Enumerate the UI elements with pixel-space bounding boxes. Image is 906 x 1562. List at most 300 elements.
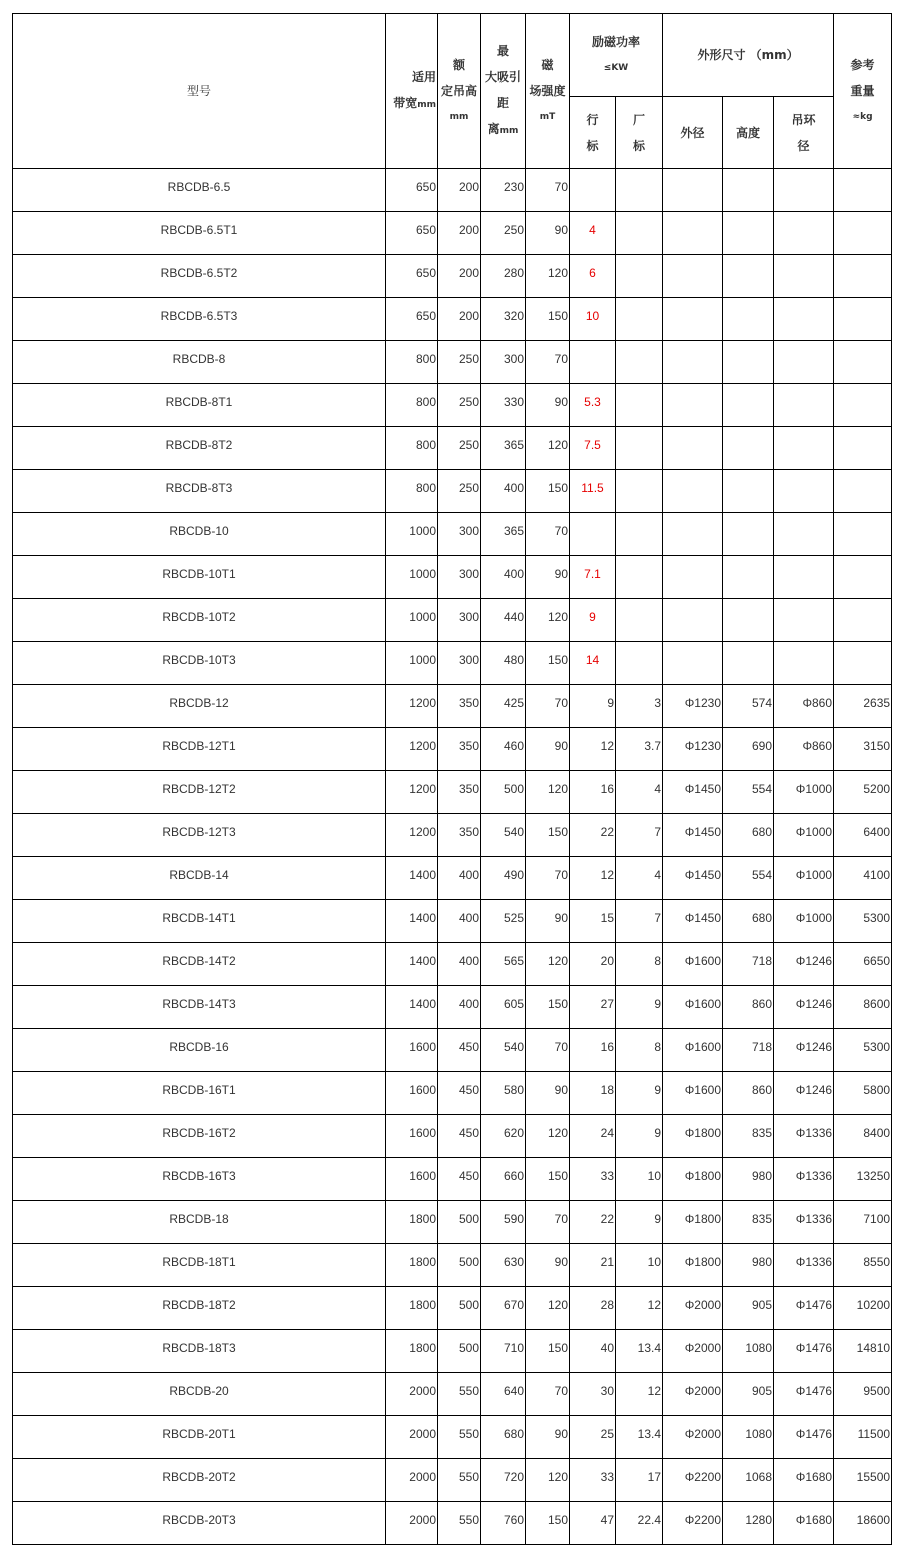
- cell-max-distance: 670: [481, 1287, 526, 1330]
- cell-outer-diameter: [663, 642, 723, 685]
- cell-max-distance: 400: [481, 556, 526, 599]
- cell-belt-width: 2000: [386, 1459, 438, 1502]
- cell-outer-diameter: Φ1600: [663, 943, 723, 986]
- cell-belt-width: 650: [386, 298, 438, 341]
- cell-height: 905: [723, 1373, 774, 1416]
- table-row: [13, 1201, 892, 1244]
- cell-ring-diameter: [774, 513, 834, 556]
- cell-field-strength: 150: [526, 1330, 570, 1373]
- cell-power-industry: 10: [570, 298, 616, 341]
- cell-field-strength: 90: [526, 1244, 570, 1287]
- cell-ring-diameter: Φ1246: [774, 943, 834, 986]
- cell-model: RBCDB-6.5T3: [13, 298, 386, 341]
- cell-weight: [834, 599, 892, 642]
- cell-ring-diameter: Φ1000: [774, 814, 834, 857]
- cell-outer-diameter: Φ1800: [663, 1201, 723, 1244]
- cell-belt-width: 1400: [386, 986, 438, 1029]
- cell-ring-diameter: Φ860: [774, 685, 834, 728]
- cell-belt-width: 1800: [386, 1330, 438, 1373]
- cell-height: [723, 556, 774, 599]
- cell-model: RBCDB-16T2: [13, 1115, 386, 1158]
- cell-ring-diameter: Φ1246: [774, 986, 834, 1029]
- cell-rated-height: 250: [438, 470, 481, 513]
- cell-belt-width: 1600: [386, 1115, 438, 1158]
- cell-belt-width: 1200: [386, 728, 438, 771]
- cell-height: 980: [723, 1158, 774, 1201]
- cell-weight: [834, 169, 892, 212]
- table-row: [13, 943, 892, 986]
- cell-outer-diameter: Φ2000: [663, 1330, 723, 1373]
- cell-power-industry: [570, 169, 616, 212]
- cell-field-strength: 150: [526, 814, 570, 857]
- cell-rated-height: 400: [438, 900, 481, 943]
- cell-max-distance: 580: [481, 1072, 526, 1115]
- cell-power-factory: [616, 384, 663, 427]
- cell-field-strength: 120: [526, 771, 570, 814]
- table-row: [13, 1416, 892, 1459]
- header-weight: 参考 重量 ≈kg: [834, 14, 892, 169]
- cell-ring-diameter: Φ1336: [774, 1115, 834, 1158]
- cell-rated-height: 400: [438, 857, 481, 900]
- cell-outer-diameter: Φ1800: [663, 1115, 723, 1158]
- cell-power-industry: 5.3: [570, 384, 616, 427]
- cell-height: 690: [723, 728, 774, 771]
- cell-power-industry: 7.5: [570, 427, 616, 470]
- table-row: [13, 685, 892, 728]
- cell-belt-width: 1800: [386, 1287, 438, 1330]
- cell-field-strength: 70: [526, 169, 570, 212]
- cell-weight: 18600: [834, 1502, 892, 1545]
- table-row: [13, 1158, 892, 1201]
- cell-power-factory: 8: [616, 943, 663, 986]
- cell-weight: [834, 470, 892, 513]
- table-row: [13, 1244, 892, 1287]
- cell-ring-diameter: [774, 298, 834, 341]
- cell-model: RBCDB-18T3: [13, 1330, 386, 1373]
- cell-weight: 9500: [834, 1373, 892, 1416]
- cell-field-strength: 120: [526, 1287, 570, 1330]
- cell-power-industry: 12: [570, 857, 616, 900]
- cell-model: RBCDB-8T3: [13, 470, 386, 513]
- cell-max-distance: 620: [481, 1115, 526, 1158]
- cell-power-factory: 4: [616, 857, 663, 900]
- cell-belt-width: 1600: [386, 1029, 438, 1072]
- cell-power-industry: 14: [570, 642, 616, 685]
- cell-weight: 8550: [834, 1244, 892, 1287]
- cell-ring-diameter: [774, 470, 834, 513]
- cell-max-distance: 280: [481, 255, 526, 298]
- cell-rated-height: 550: [438, 1416, 481, 1459]
- table-row: [13, 599, 892, 642]
- cell-height: [723, 341, 774, 384]
- cell-max-distance: 425: [481, 685, 526, 728]
- cell-field-strength: 150: [526, 1502, 570, 1545]
- cell-power-industry: 47: [570, 1502, 616, 1545]
- cell-max-distance: 525: [481, 900, 526, 943]
- cell-field-strength: 70: [526, 685, 570, 728]
- table-row: [13, 986, 892, 1029]
- table-row: [13, 1330, 892, 1373]
- cell-rated-height: 350: [438, 728, 481, 771]
- cell-field-strength: 70: [526, 857, 570, 900]
- cell-field-strength: 70: [526, 513, 570, 556]
- cell-power-industry: 9: [570, 599, 616, 642]
- cell-weight: 15500: [834, 1459, 892, 1502]
- table-row: [13, 1115, 892, 1158]
- table-row: [13, 728, 892, 771]
- cell-weight: 6400: [834, 814, 892, 857]
- table-row: [13, 255, 892, 298]
- table-row: [13, 384, 892, 427]
- cell-belt-width: 1600: [386, 1158, 438, 1201]
- cell-weight: 5300: [834, 1029, 892, 1072]
- cell-weight: 8600: [834, 986, 892, 1029]
- cell-ring-diameter: [774, 599, 834, 642]
- cell-power-factory: 8: [616, 1029, 663, 1072]
- cell-power-factory: 22.4: [616, 1502, 663, 1545]
- table-body: [13, 169, 892, 1545]
- cell-weight: 11500: [834, 1416, 892, 1459]
- cell-weight: [834, 298, 892, 341]
- cell-model: RBCDB-12T1: [13, 728, 386, 771]
- cell-height: [723, 384, 774, 427]
- header-power: 励磁功率 ≤KW: [570, 14, 663, 97]
- table-row: [13, 513, 892, 556]
- cell-outer-diameter: Φ2000: [663, 1287, 723, 1330]
- cell-rated-height: 450: [438, 1115, 481, 1158]
- cell-outer-diameter: Φ1450: [663, 857, 723, 900]
- cell-max-distance: 760: [481, 1502, 526, 1545]
- cell-outer-diameter: [663, 556, 723, 599]
- cell-model: RBCDB-20T3: [13, 1502, 386, 1545]
- cell-rated-height: 300: [438, 556, 481, 599]
- cell-max-distance: 680: [481, 1416, 526, 1459]
- cell-height: 718: [723, 1029, 774, 1072]
- header-belt-width: 适用 带宽mm: [386, 14, 438, 169]
- cell-field-strength: 90: [526, 1416, 570, 1459]
- cell-model: RBCDB-12T2: [13, 771, 386, 814]
- cell-belt-width: 1200: [386, 771, 438, 814]
- table-row: [13, 900, 892, 943]
- header-ring-diameter: 吊环 径: [774, 97, 834, 169]
- cell-belt-width: 1000: [386, 513, 438, 556]
- cell-weight: [834, 642, 892, 685]
- cell-belt-width: 2000: [386, 1502, 438, 1545]
- cell-power-industry: 18: [570, 1072, 616, 1115]
- cell-rated-height: 450: [438, 1029, 481, 1072]
- cell-max-distance: 320: [481, 298, 526, 341]
- cell-outer-diameter: [663, 427, 723, 470]
- cell-height: [723, 642, 774, 685]
- cell-power-factory: 9: [616, 986, 663, 1029]
- cell-power-industry: 21: [570, 1244, 616, 1287]
- cell-power-factory: [616, 599, 663, 642]
- cell-field-strength: 90: [526, 384, 570, 427]
- cell-max-distance: 710: [481, 1330, 526, 1373]
- cell-belt-width: 650: [386, 169, 438, 212]
- cell-rated-height: 300: [438, 513, 481, 556]
- cell-outer-diameter: Φ1230: [663, 685, 723, 728]
- cell-field-strength: 120: [526, 943, 570, 986]
- cell-height: 1068: [723, 1459, 774, 1502]
- cell-belt-width: 800: [386, 384, 438, 427]
- cell-rated-height: 550: [438, 1373, 481, 1416]
- cell-power-industry: 33: [570, 1459, 616, 1502]
- cell-ring-diameter: [774, 341, 834, 384]
- cell-max-distance: 720: [481, 1459, 526, 1502]
- cell-field-strength: 150: [526, 642, 570, 685]
- cell-power-factory: 12: [616, 1373, 663, 1416]
- cell-ring-diameter: [774, 427, 834, 470]
- cell-field-strength: 90: [526, 212, 570, 255]
- cell-power-industry: 16: [570, 771, 616, 814]
- cell-max-distance: 440: [481, 599, 526, 642]
- cell-ring-diameter: [774, 169, 834, 212]
- cell-power-industry: [570, 341, 616, 384]
- cell-outer-diameter: [663, 513, 723, 556]
- cell-power-industry: 12: [570, 728, 616, 771]
- cell-model: RBCDB-14T2: [13, 943, 386, 986]
- cell-power-industry: 22: [570, 1201, 616, 1244]
- cell-rated-height: 300: [438, 599, 481, 642]
- cell-field-strength: 90: [526, 556, 570, 599]
- cell-height: 980: [723, 1244, 774, 1287]
- cell-field-strength: 150: [526, 470, 570, 513]
- cell-height: 1080: [723, 1330, 774, 1373]
- cell-weight: 5200: [834, 771, 892, 814]
- cell-outer-diameter: [663, 384, 723, 427]
- cell-belt-width: 1400: [386, 857, 438, 900]
- cell-rated-height: 500: [438, 1244, 481, 1287]
- cell-power-industry: 40: [570, 1330, 616, 1373]
- cell-model: RBCDB-12T3: [13, 814, 386, 857]
- cell-outer-diameter: Φ1600: [663, 986, 723, 1029]
- cell-outer-diameter: Φ1450: [663, 814, 723, 857]
- cell-belt-width: 2000: [386, 1416, 438, 1459]
- cell-field-strength: 120: [526, 427, 570, 470]
- cell-max-distance: 460: [481, 728, 526, 771]
- cell-ring-diameter: Φ1246: [774, 1072, 834, 1115]
- cell-outer-diameter: Φ2200: [663, 1502, 723, 1545]
- header-power-industry: 行 标: [570, 97, 616, 169]
- cell-ring-diameter: Φ1476: [774, 1330, 834, 1373]
- cell-height: 554: [723, 857, 774, 900]
- cell-rated-height: 200: [438, 212, 481, 255]
- cell-outer-diameter: [663, 212, 723, 255]
- cell-height: [723, 427, 774, 470]
- cell-power-industry: [570, 513, 616, 556]
- cell-rated-height: 200: [438, 298, 481, 341]
- cell-rated-height: 350: [438, 685, 481, 728]
- cell-power-factory: 13.4: [616, 1330, 663, 1373]
- cell-power-industry: 30: [570, 1373, 616, 1416]
- table-row: [13, 298, 892, 341]
- cell-belt-width: 1600: [386, 1072, 438, 1115]
- cell-max-distance: 500: [481, 771, 526, 814]
- cell-power-industry: 28: [570, 1287, 616, 1330]
- cell-outer-diameter: Φ1450: [663, 900, 723, 943]
- cell-max-distance: 540: [481, 814, 526, 857]
- cell-outer-diameter: Φ2200: [663, 1459, 723, 1502]
- table-row: [13, 169, 892, 212]
- cell-field-strength: 90: [526, 728, 570, 771]
- cell-weight: 3150: [834, 728, 892, 771]
- cell-max-distance: 300: [481, 341, 526, 384]
- cell-outer-diameter: [663, 298, 723, 341]
- header-rated-height: 额 定吊高 mm: [438, 14, 481, 169]
- cell-power-factory: [616, 556, 663, 599]
- cell-rated-height: 500: [438, 1330, 481, 1373]
- cell-max-distance: 230: [481, 169, 526, 212]
- cell-height: 860: [723, 1072, 774, 1115]
- cell-model: RBCDB-18: [13, 1201, 386, 1244]
- cell-field-strength: 70: [526, 1373, 570, 1416]
- cell-field-strength: 70: [526, 1029, 570, 1072]
- cell-rated-height: 200: [438, 255, 481, 298]
- cell-belt-width: 1000: [386, 642, 438, 685]
- cell-height: 554: [723, 771, 774, 814]
- cell-outer-diameter: [663, 255, 723, 298]
- cell-rated-height: 350: [438, 771, 481, 814]
- cell-max-distance: 640: [481, 1373, 526, 1416]
- cell-weight: 7100: [834, 1201, 892, 1244]
- cell-weight: 5300: [834, 900, 892, 943]
- table-row: [13, 1287, 892, 1330]
- cell-height: 1080: [723, 1416, 774, 1459]
- cell-rated-height: 550: [438, 1502, 481, 1545]
- cell-power-industry: 16: [570, 1029, 616, 1072]
- cell-height: [723, 212, 774, 255]
- cell-rated-height: 250: [438, 427, 481, 470]
- cell-max-distance: 365: [481, 513, 526, 556]
- cell-ring-diameter: Φ1000: [774, 900, 834, 943]
- cell-max-distance: 490: [481, 857, 526, 900]
- cell-max-distance: 480: [481, 642, 526, 685]
- cell-power-industry: 24: [570, 1115, 616, 1158]
- cell-rated-height: 200: [438, 169, 481, 212]
- cell-field-strength: 70: [526, 1201, 570, 1244]
- cell-model: RBCDB-16T1: [13, 1072, 386, 1115]
- cell-ring-diameter: Φ1000: [774, 857, 834, 900]
- cell-model: RBCDB-16T3: [13, 1158, 386, 1201]
- cell-field-strength: 150: [526, 298, 570, 341]
- cell-model: RBCDB-10T1: [13, 556, 386, 599]
- cell-power-industry: 22: [570, 814, 616, 857]
- header-dimensions: 外形尺寸 （mm）: [663, 14, 834, 97]
- table-row: [13, 814, 892, 857]
- cell-field-strength: 120: [526, 1459, 570, 1502]
- cell-model: RBCDB-16: [13, 1029, 386, 1072]
- cell-belt-width: 800: [386, 470, 438, 513]
- cell-power-industry: 11.5: [570, 470, 616, 513]
- table-header: [13, 14, 892, 169]
- cell-field-strength: 70: [526, 341, 570, 384]
- cell-power-industry: 4: [570, 212, 616, 255]
- cell-belt-width: 1800: [386, 1201, 438, 1244]
- cell-ring-diameter: [774, 642, 834, 685]
- cell-rated-height: 250: [438, 341, 481, 384]
- cell-height: 905: [723, 1287, 774, 1330]
- spec-table: [12, 13, 892, 1545]
- cell-outer-diameter: Φ2000: [663, 1373, 723, 1416]
- cell-outer-diameter: Φ1230: [663, 728, 723, 771]
- cell-model: RBCDB-20T2: [13, 1459, 386, 1502]
- cell-power-factory: 3.7: [616, 728, 663, 771]
- cell-model: RBCDB-18T1: [13, 1244, 386, 1287]
- cell-power-factory: 7: [616, 814, 663, 857]
- table-row: [13, 1459, 892, 1502]
- cell-rated-height: 500: [438, 1201, 481, 1244]
- cell-weight: 5800: [834, 1072, 892, 1115]
- cell-height: [723, 169, 774, 212]
- cell-height: 860: [723, 986, 774, 1029]
- header-model: 型号: [13, 14, 386, 169]
- cell-model: RBCDB-20: [13, 1373, 386, 1416]
- cell-power-factory: [616, 255, 663, 298]
- table-row: [13, 771, 892, 814]
- cell-outer-diameter: Φ1800: [663, 1158, 723, 1201]
- cell-field-strength: 120: [526, 1115, 570, 1158]
- cell-ring-diameter: Φ1000: [774, 771, 834, 814]
- cell-weight: 14810: [834, 1330, 892, 1373]
- header-height: 高度: [723, 97, 774, 169]
- cell-height: [723, 470, 774, 513]
- cell-power-factory: 9: [616, 1115, 663, 1158]
- cell-max-distance: 365: [481, 427, 526, 470]
- cell-power-industry: 6: [570, 255, 616, 298]
- cell-outer-diameter: Φ1600: [663, 1029, 723, 1072]
- cell-power-factory: [616, 513, 663, 556]
- table-row: [13, 1029, 892, 1072]
- cell-model: RBCDB-14T1: [13, 900, 386, 943]
- table-row: [13, 857, 892, 900]
- cell-power-industry: 7.1: [570, 556, 616, 599]
- cell-max-distance: 660: [481, 1158, 526, 1201]
- cell-model: RBCDB-6.5T1: [13, 212, 386, 255]
- table-row: [13, 556, 892, 599]
- cell-outer-diameter: Φ2000: [663, 1416, 723, 1459]
- cell-weight: 6650: [834, 943, 892, 986]
- cell-power-industry: 15: [570, 900, 616, 943]
- cell-belt-width: 650: [386, 255, 438, 298]
- cell-ring-diameter: Φ1680: [774, 1459, 834, 1502]
- cell-power-factory: 12: [616, 1287, 663, 1330]
- cell-power-factory: 9: [616, 1201, 663, 1244]
- cell-power-factory: 4: [616, 771, 663, 814]
- cell-weight: 2635: [834, 685, 892, 728]
- cell-model: RBCDB-8T1: [13, 384, 386, 427]
- cell-weight: 4100: [834, 857, 892, 900]
- cell-height: [723, 513, 774, 556]
- cell-belt-width: 2000: [386, 1373, 438, 1416]
- cell-weight: 13250: [834, 1158, 892, 1201]
- cell-ring-diameter: Φ1680: [774, 1502, 834, 1545]
- cell-power-industry: 27: [570, 986, 616, 1029]
- cell-rated-height: 550: [438, 1459, 481, 1502]
- cell-weight: [834, 427, 892, 470]
- cell-power-factory: 13.4: [616, 1416, 663, 1459]
- cell-max-distance: 330: [481, 384, 526, 427]
- cell-model: RBCDB-14: [13, 857, 386, 900]
- cell-ring-diameter: [774, 556, 834, 599]
- header-power-factory: 厂 标: [616, 97, 663, 169]
- cell-ring-diameter: Φ1336: [774, 1158, 834, 1201]
- cell-ring-diameter: [774, 255, 834, 298]
- cell-height: [723, 298, 774, 341]
- cell-power-factory: 10: [616, 1244, 663, 1287]
- cell-field-strength: 90: [526, 1072, 570, 1115]
- cell-height: 574: [723, 685, 774, 728]
